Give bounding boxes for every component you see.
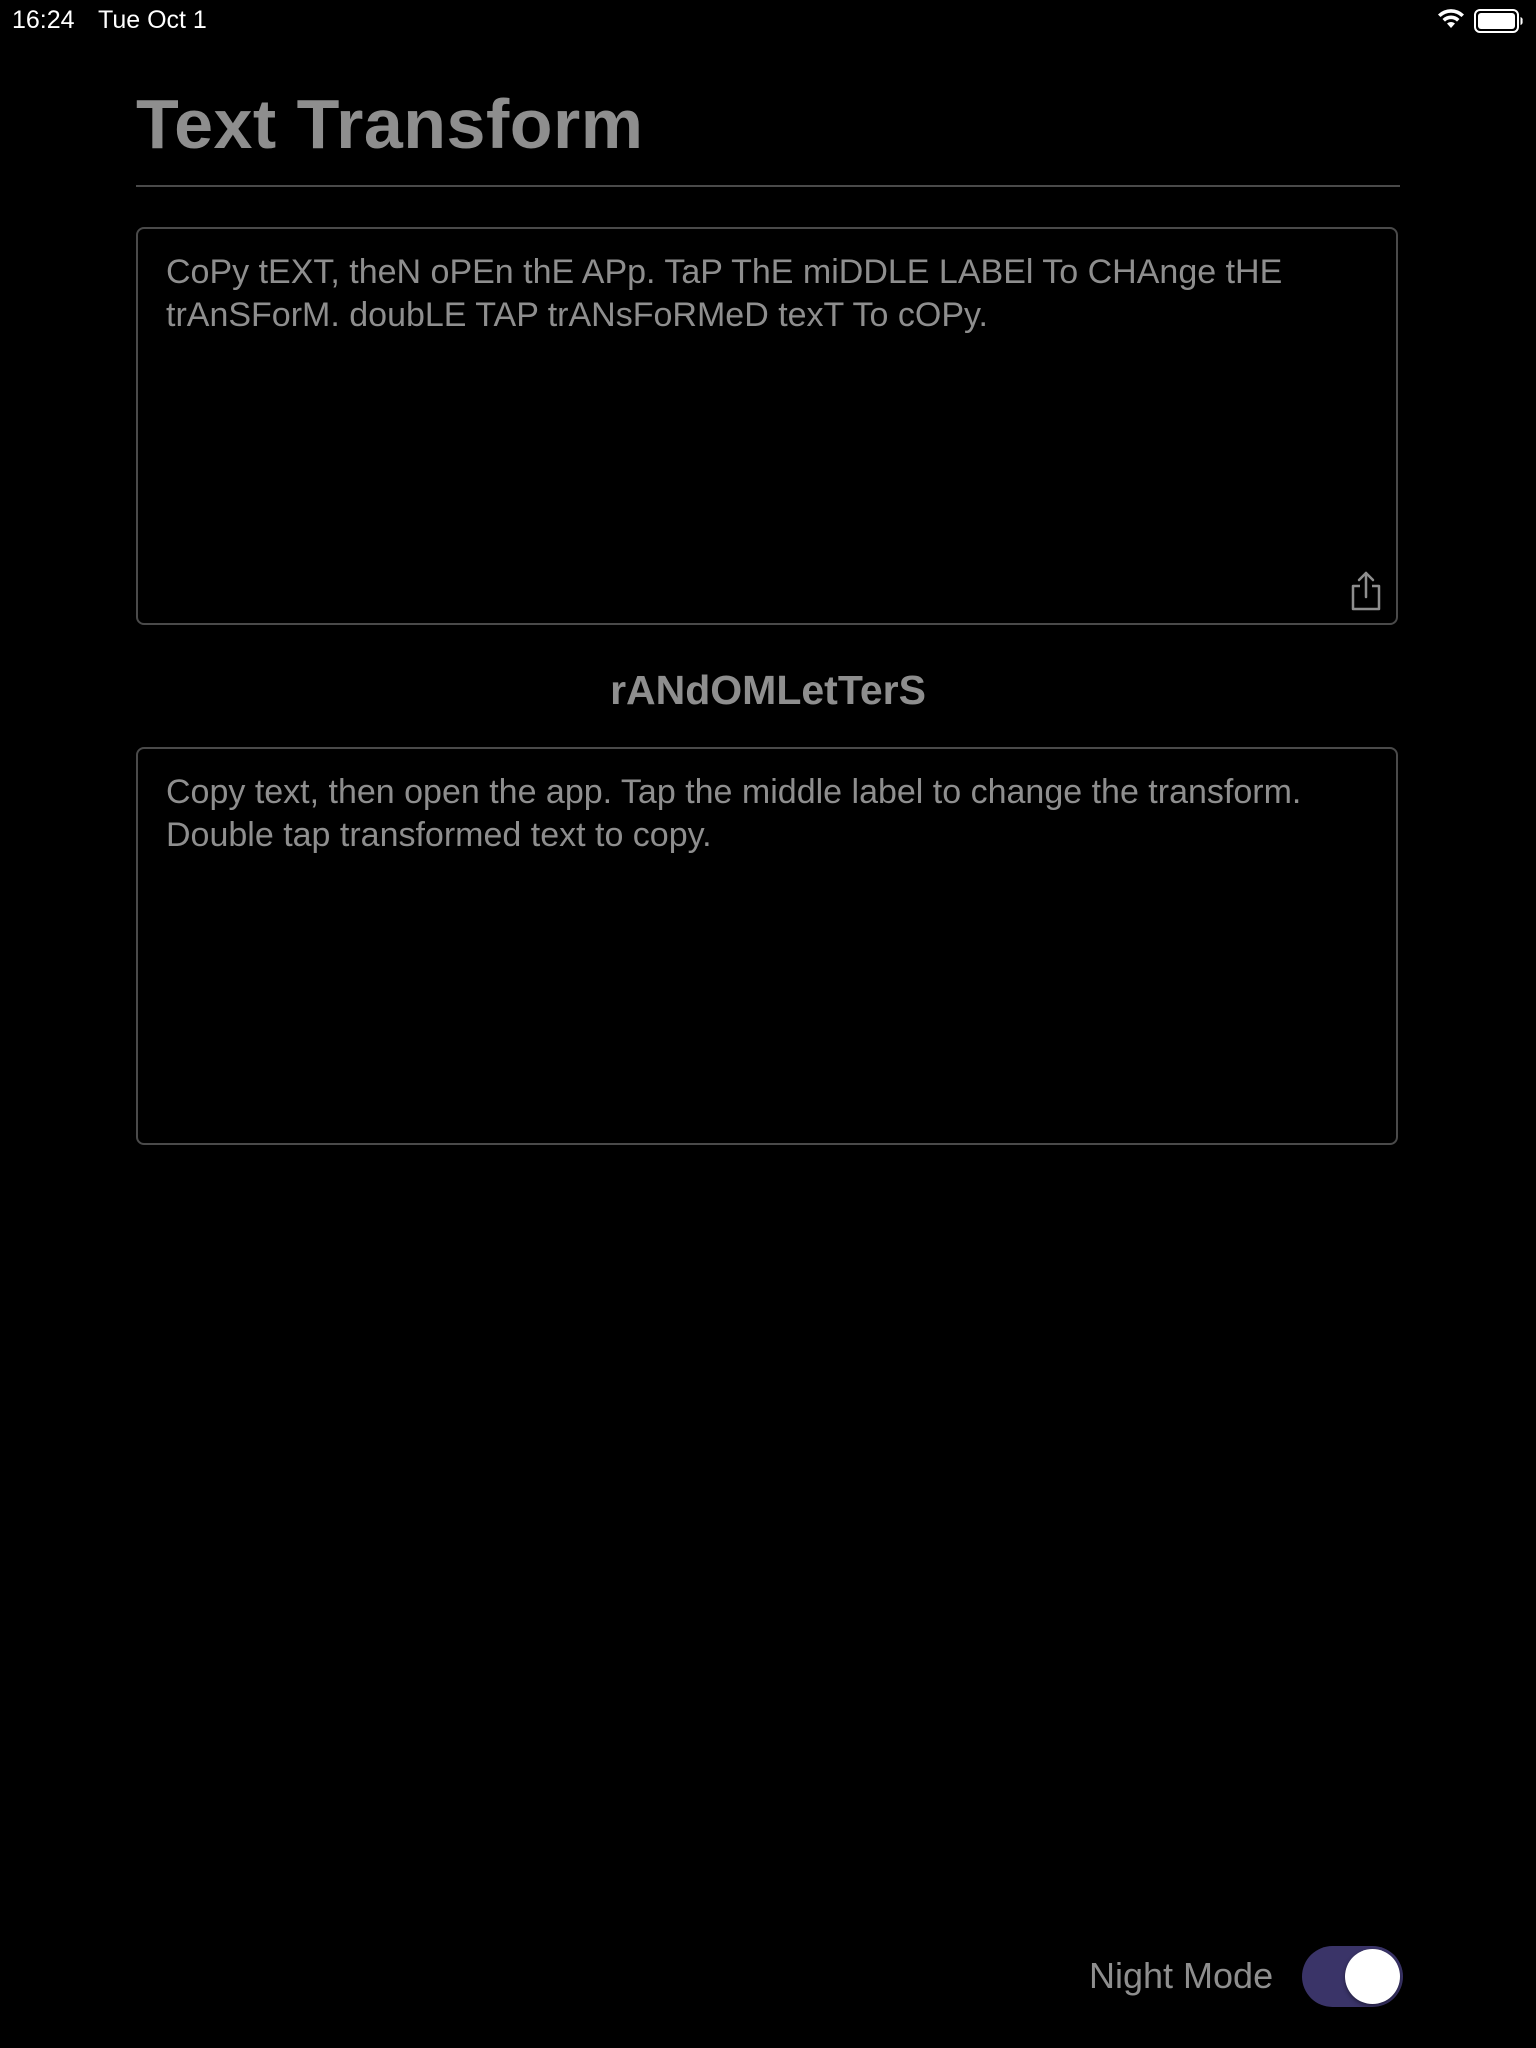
wifi-icon xyxy=(1436,8,1466,30)
page-title: Text Transform xyxy=(136,85,644,163)
source-text-box[interactable] xyxy=(136,747,1398,1145)
status-bar xyxy=(0,0,1536,40)
title-divider xyxy=(136,185,1400,187)
source-text[interactable]: Copy text, then open the app. Tap the middle label to change the transform. Double tap transformed text to copy. xyxy=(166,773,1311,854)
status-date: Tue Oct 1 xyxy=(98,6,207,34)
toggle-knob xyxy=(1345,1949,1400,2004)
battery-icon xyxy=(1474,9,1524,33)
transformed-text[interactable]: CoPy tEXT, theN oPEn thE APp. TaP ThE miDDLE LABEl To CHAnge tHE trAnSForM. doubLE TAP trANsFoRMeD texT To cOPy. xyxy=(166,253,1292,334)
night-mode-toggle[interactable] xyxy=(1302,1946,1403,2007)
transformed-text-box[interactable] xyxy=(136,227,1398,625)
share-icon[interactable] xyxy=(1346,569,1386,613)
transform-mode-label[interactable]: rANdOMLetTerS xyxy=(610,667,926,713)
night-mode-label: Night Mode xyxy=(1089,1955,1274,1996)
status-time: 16:24 xyxy=(12,6,75,34)
